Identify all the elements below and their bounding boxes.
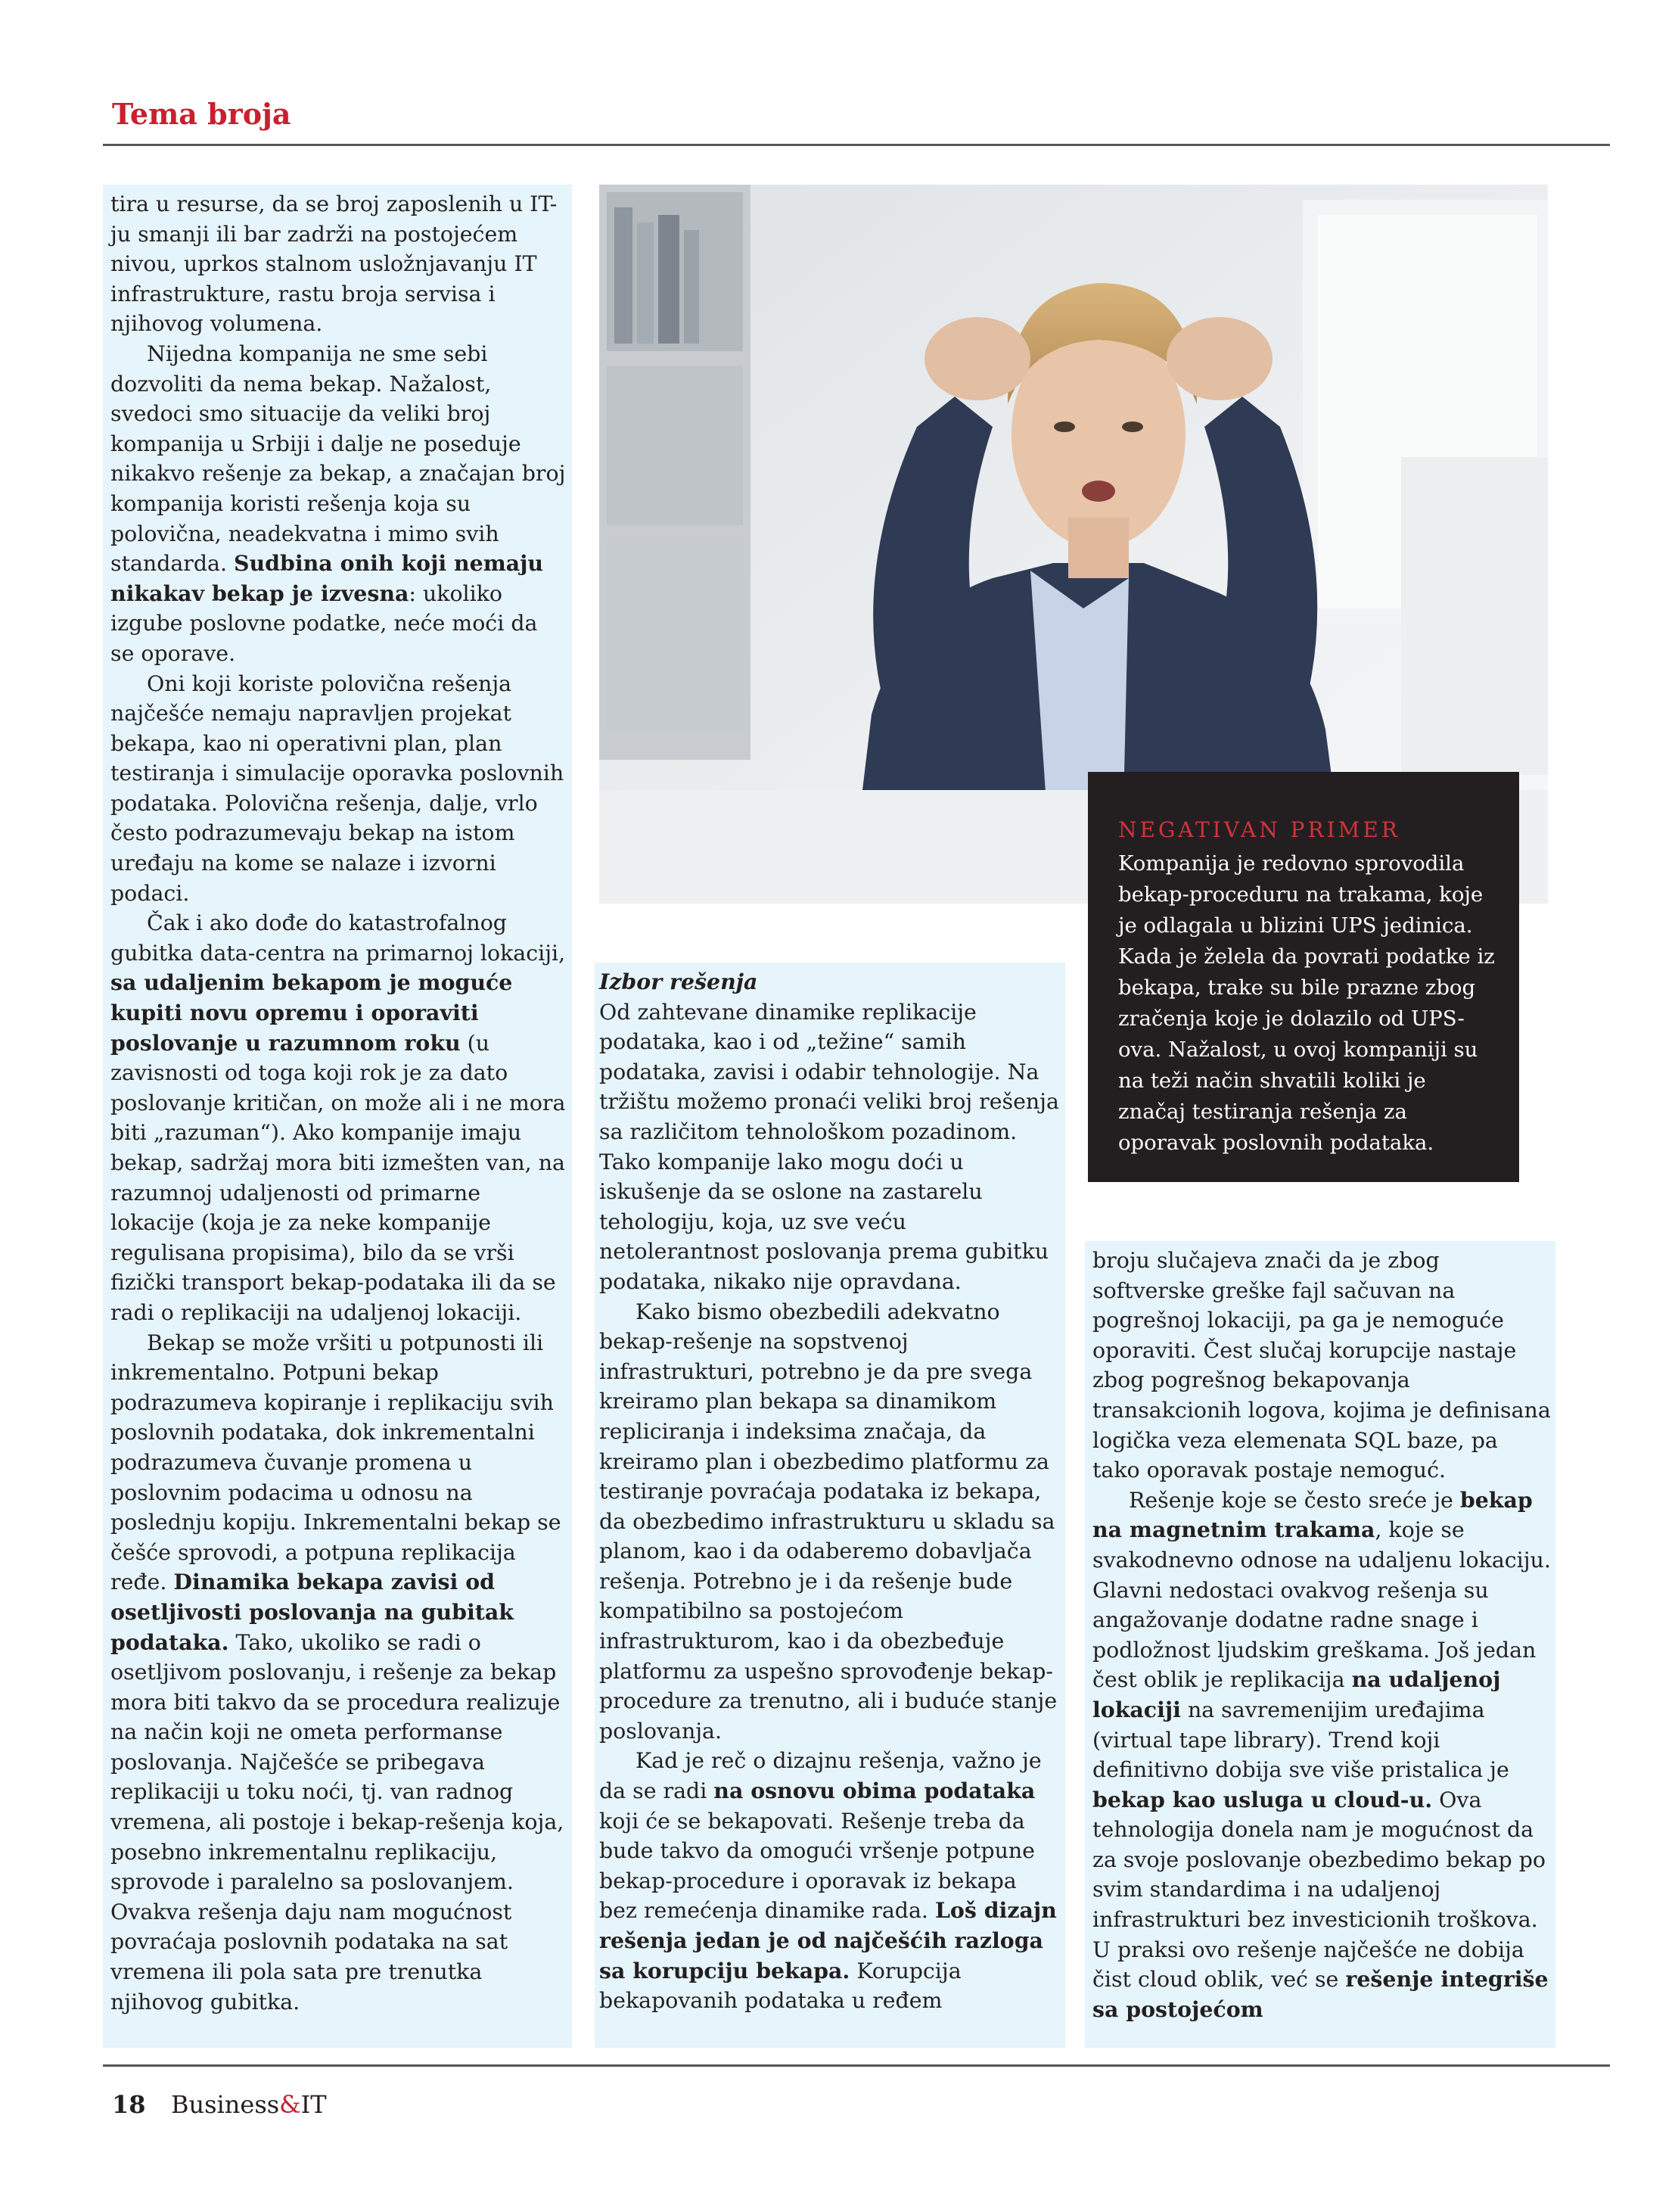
paragraph xyxy=(110,908,567,1327)
paragraph xyxy=(110,339,567,669)
text-run: Čak i ako dođe do katastrofalnog gubitka data-centra na primarnoj lokaciji, xyxy=(110,910,566,966)
text-run: : ukoliko izgube poslovne podatke, neće moći da se oporave. xyxy=(110,580,538,666)
text-run: Bekap se može vršiti u potpunosti ili inkrementalno. Potpuni bekap podrazumeva kopiranje i replikaciju svih poslovnih podataka, dok inkrementalni podrazumeva čuvanje promena u poslovnim podacima u odnosu na poslednju kopiju. Inkrementalni bekap se češće sprovodi, a potpuna replikacija ređe. xyxy=(110,1330,561,1595)
text-run: Korupcija bekapovanih podataka u ređem xyxy=(599,1958,962,2014)
sidebar-label: NEGATIVAN PRIMER xyxy=(1118,817,1400,842)
text-run: Ova tehnologija donela nam je mogućnost da za svoje poslovanje obezbedimo bekap po svim standardima i na udaljenoj infrastrukturi bez investicionih troškova. U praksi ovo rešenje najčešće ne dobija čist cloud oblik, već se xyxy=(1092,1787,1546,1993)
text-run: Nijedna kompanija ne sme sebi dozvoliti da nema bekap. Nažalost, svedoci smo situacije da veliki broj kompanija u Srbiji i dalje ne poseduje nikakvo rešenje za bekap, a značajan broj kompanija koristi rešenja koja su polovična, neadekvatna i mimo svih standarda. xyxy=(110,341,566,577)
text-run: , koje se svakodnevno odnose na udaljenu lokaciju. Glavni nedostaci ovakvog rešenja su angažovanje dodatne radne snage i podložnost ljudskim greškama. Još jedan čest oblik je replikacija xyxy=(1092,1517,1551,1693)
paragraph xyxy=(110,1328,567,2018)
bold-text: bekap na magnetnim trakama xyxy=(1092,1486,1533,1543)
left-text-column xyxy=(103,185,572,2048)
page-number: 18 xyxy=(112,2090,146,2119)
paragraph xyxy=(599,997,1061,1297)
magazine-brand xyxy=(171,2090,327,2119)
middle-text-column xyxy=(595,963,1065,2048)
sidebar-text: Kompanija je redovno sprovodila bekap-proceduru na trakama, koje je odlagala u blizini UPS jedinica. Kada je želela da povrati podatke iz bekapa, trake su bile prazne zbog zračenja koje je dolazilo od UPS-ova. Nažalost, u ovoj kompaniji su na teži način shvatili koliki je značaj testiranja rešenja za oporavak poslovnih podataka. xyxy=(1118,851,1495,1155)
bold-text: Loš dizajn rešenja jedan je od najčešćih razloga sa korupciju bekapa. xyxy=(599,1897,1057,1983)
text-run: Kako bismo obezbedili adekvatno bekap-rešenje na sopstvenoj infrastrukturi, potrebno je da pre svega kreiramo plan bekapa sa dinamikom repliciranja i indeksima značaja, da kreiramo plan i obezbedimo platformu za testiranje povraćaja podataka iz bekapa, da obezbedimo infrastrukturu u skladu sa planom, kao i da odaberemo dobavljača rešenja. Potrebno je i da rešenje bude kompatibilno sa postojećom infrastrukturom, kao i da obezbeđuje platformu za uspešno sprovođenje bekap-procedure za trenutno, ali i buduće stanje poslovanja. xyxy=(599,1299,1058,1744)
text-run: na savremenijim uređajima (virtual tape library). Trend koji definitivno dobija sve više pristalica je xyxy=(1092,1697,1509,1783)
bold-text: rešenje integriše sa postojećom xyxy=(1092,1966,1549,2022)
subheading: Izbor rešenja xyxy=(599,969,758,994)
right-text-column xyxy=(1085,1241,1555,2048)
paragraph xyxy=(110,189,567,339)
brand-left: Business xyxy=(171,2090,280,2119)
paragraph xyxy=(110,669,567,909)
text-run: koji će se bekapovati. Rešenje treba da bude takvo da omogući vršenje potpune bekap-procedure i oporavak iz bekapa bez remećenja dinamike rada. xyxy=(599,1808,1035,1924)
top-rule xyxy=(103,144,1610,146)
bold-text: Dinamika bekapa zavisi od osetljivosti poslovanja na gubitak podataka. xyxy=(110,1569,514,1655)
text-run: Kad je reč o dizajnu rešenja, važno je da se radi xyxy=(599,1748,1042,1804)
bottom-rule xyxy=(103,2064,1610,2067)
brand-right: IT xyxy=(300,2090,327,2119)
bold-text: na osnovu obima podataka xyxy=(713,1778,1036,1804)
text-run: Oni koji koriste polovična rešenja najčešće nemaju napravljen projekat bekapa, kao ni operativni plan, plan testiranja i simulacije oporavka poslovnih podataka. Polovična rešenja, dalje, vrlo često podrazumevaju bekap na istom uređaju na kome se nalaze i izvorni podaci. xyxy=(110,670,564,906)
section-title: Tema broja xyxy=(112,97,291,131)
text-run: Rešenje koje se često sreće je xyxy=(1129,1487,1460,1513)
brand-ampersand: & xyxy=(279,2090,301,2119)
text-run: Tako, ukoliko se radi o osetljivom poslovanju, i rešenje za bekap mora biti takvo da se procedura realizuje na način koji ne ometa performanse poslovanja. Najčešće se pribegava replikaciji u toku noći, tj. van radnog vremena, ali postoje i bekap-rešenja koja, posebno inkrementalnu replikaciju, sprovode i paralelno sa poslovanjem. Ovakva rešenja daju nam mogućnost povraćaja poslovnih podataka na sat vremena ili pola sata pre trenutka njihovog gubitka. xyxy=(110,1629,564,2014)
text-run: (u zavisnosti od toga koji rok je za dato poslovanje kritičan, on može ali i ne mora biti „razuman“). Ako kompanije imaju bekap, sadržaj mora biti izmešten van, na razumnoj udaljenosti od primarne lokacije (koja je za neke kompanije regulisana propisima), bilo da se vrši fizički transport bekap-podataka ili da se radi o replikaciji na udaljenoj lokaciji. xyxy=(110,1030,566,1325)
paragraph xyxy=(599,1297,1061,1747)
middle-column-body xyxy=(599,997,1061,2016)
paragraph xyxy=(1092,1246,1551,1486)
bold-text: Sudbina onih koji nemaju nikakav bekap je izvesna xyxy=(110,550,544,606)
text-run: Od zahtevane dinamike replikacije podataka, kao i od „težine“ samih podataka, zavisi i odabir tehnologije. Na tržištu možemo pronaći veliki broj rešenja sa različitom tehnološkom pozadinom. Tako kompanije lako mogu doći u iskušenje da se oslone na zastarelu tehologiju, koja, uz sve veću netolerantnost poslovanja prema gubitku podataka, nikako nije opravdana. xyxy=(599,999,1059,1294)
negative-example-sidebar xyxy=(1088,772,1519,1182)
text-run: tira u resurse, da se broj zaposlenih u IT-ju smanji ili bar zadrži na postojećem nivou, uprkos stalnom usložnjavanju IT infrastrukture, rastu broja servisa i njihovog volumena. xyxy=(110,191,558,337)
paragraph xyxy=(1092,1486,1551,2025)
bold-text: na udaljenoj lokaciji xyxy=(1092,1666,1501,1722)
bold-text: sa udaljenim bekapom je moguće kupiti novu opremu i oporaviti poslovanje u razumnom roku xyxy=(110,969,513,1056)
text-run: broju slučajeva znači da je zbog softverske greške fajl sačuvan na pogrešnoj lokaciji, pa ga je nemoguće oporaviti. Čest slučaj korupcije nastaje zbog pogrešnog bekapovanja transakcionih logova, kojima je definisana logička veza elemenata SQL baze, pa tako oporavak postaje nemoguć. xyxy=(1092,1248,1551,1483)
bold-text: bekap kao usluga u cloud-u. xyxy=(1092,1786,1433,1812)
paragraph xyxy=(599,1746,1061,2015)
